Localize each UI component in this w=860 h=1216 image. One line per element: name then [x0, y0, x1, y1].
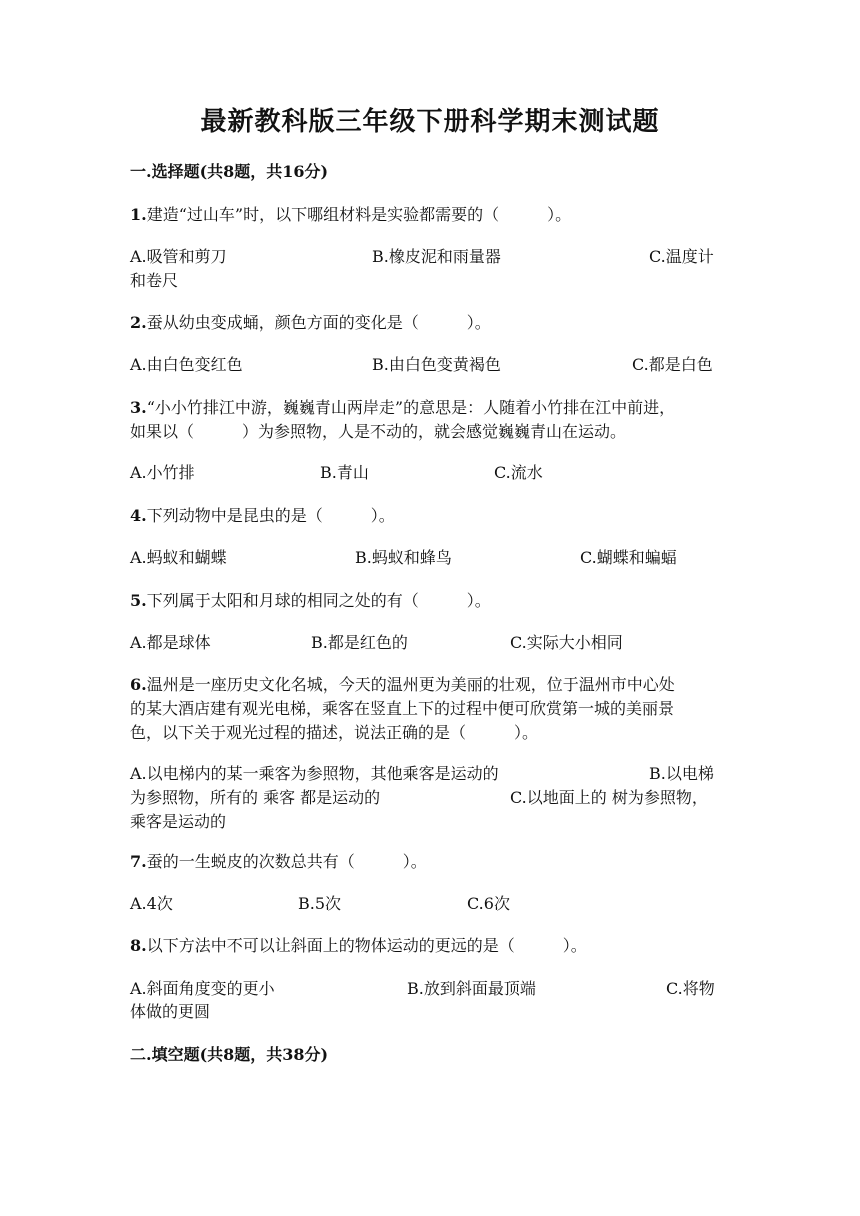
option-c: C.温度计 [649, 247, 714, 266]
question-text: 下列动物中是昆虫的是（ ）。 [146, 506, 395, 525]
question-text-line2: 的某大酒店建有观光电梯，乘客在竖直上下的过程中便可欣赏第一城的美丽景 [130, 699, 675, 718]
question-text-line1: “小小竹排江中游，巍巍青山两岸走”的意思是：人随着小竹排在江中前进， [146, 398, 676, 417]
option-b: B.放到斜面最顶端 [407, 979, 536, 998]
question-text-line2: 如果以（ ）为参照物，人是不动的，就会感觉巍巍青山在运动。 [130, 422, 627, 441]
question-3 [130, 396, 730, 444]
question-number: 7. [130, 852, 147, 871]
option-a: A.蚂蚁和蝴蝶 [130, 548, 227, 567]
option-c-continued: 乘客是运动的 [130, 812, 227, 831]
option-c: C.流水 [494, 463, 543, 482]
option-a: A.斜面角度变的更小 [130, 979, 275, 998]
question-number: 3. [130, 398, 147, 417]
question-number: 6. [130, 675, 147, 694]
question-text: 建造“过山车”时，以下哪组材料是实验都需要的（ ）。 [146, 205, 572, 224]
option-b-continued: 为参照物，所有的 乘客 都是运动的 [130, 788, 381, 807]
option-c: C.都是白色 [632, 355, 713, 374]
option-c: C.以地面上的 树为参照物， [510, 788, 708, 807]
question-text-line1: 温州是一座历史文化名城，今天的温州更为美丽的壮观，位于温州市中心处 [146, 675, 675, 694]
option-b: B.都是红色的 [311, 633, 408, 652]
option-c-continued: 体做的更圆 [130, 1002, 211, 1021]
option-c: C.实际大小相同 [510, 633, 623, 652]
question-number: 8. [130, 936, 147, 955]
option-a: A.由白色变红色 [130, 355, 243, 374]
option-b: B.以电梯 [649, 764, 714, 783]
question-7 [130, 850, 730, 874]
option-b: B.青山 [320, 463, 369, 482]
question-1 [130, 203, 730, 227]
option-c-continued: 和卷尺 [130, 271, 179, 290]
section-heading-fill: 二.填空题(共8题，共38分) [130, 1045, 329, 1064]
question-text-line3: 色，以下关于观光过程的描述，说法正确的是（ ）。 [130, 723, 539, 742]
question-2 [130, 311, 730, 335]
question-number: 5. [130, 591, 147, 610]
question-number: 4. [130, 506, 147, 525]
question-text: 以下方法中不可以让斜面上的物体运动的更远的是（ ）。 [146, 936, 587, 955]
option-c: C.蝴蝶和蝙蝠 [580, 548, 677, 567]
question-text: 蚕从幼虫变成蛹，颜色方面的变化是（ ）。 [146, 313, 491, 332]
option-a: A.都是球体 [130, 633, 211, 652]
option-b: B.蚂蚁和蜂鸟 [355, 548, 452, 567]
question-5 [130, 589, 730, 613]
question-number: 1. [130, 205, 147, 224]
option-a: A.以电梯内的某一乘客为参照物，其他乘客是运动的 [130, 764, 499, 783]
option-a: A.小竹排 [130, 463, 195, 482]
option-a: A.4次 [130, 894, 173, 913]
question-6 [130, 673, 730, 745]
option-b: B.橡皮泥和雨量器 [372, 247, 501, 266]
option-b: B.5次 [298, 894, 342, 913]
option-c: C.将物 [666, 979, 715, 998]
question-text: 蚕的一生蜕皮的次数总共有（ ）。 [146, 852, 427, 871]
question-number: 2. [130, 313, 147, 332]
section-heading-choice: 一.选择题(共8题，共16分) [130, 162, 329, 181]
question-4 [130, 504, 730, 528]
page-title: 最新教科版三年级下册科学期末测试题 [200, 107, 660, 137]
option-a: A.吸管和剪刀 [130, 247, 227, 266]
option-b: B.由白色变黄褐色 [372, 355, 501, 374]
option-c: C.6次 [467, 894, 510, 913]
question-8 [130, 934, 730, 958]
question-text: 下列属于太阳和月球的相同之处的有（ ）。 [146, 591, 491, 610]
